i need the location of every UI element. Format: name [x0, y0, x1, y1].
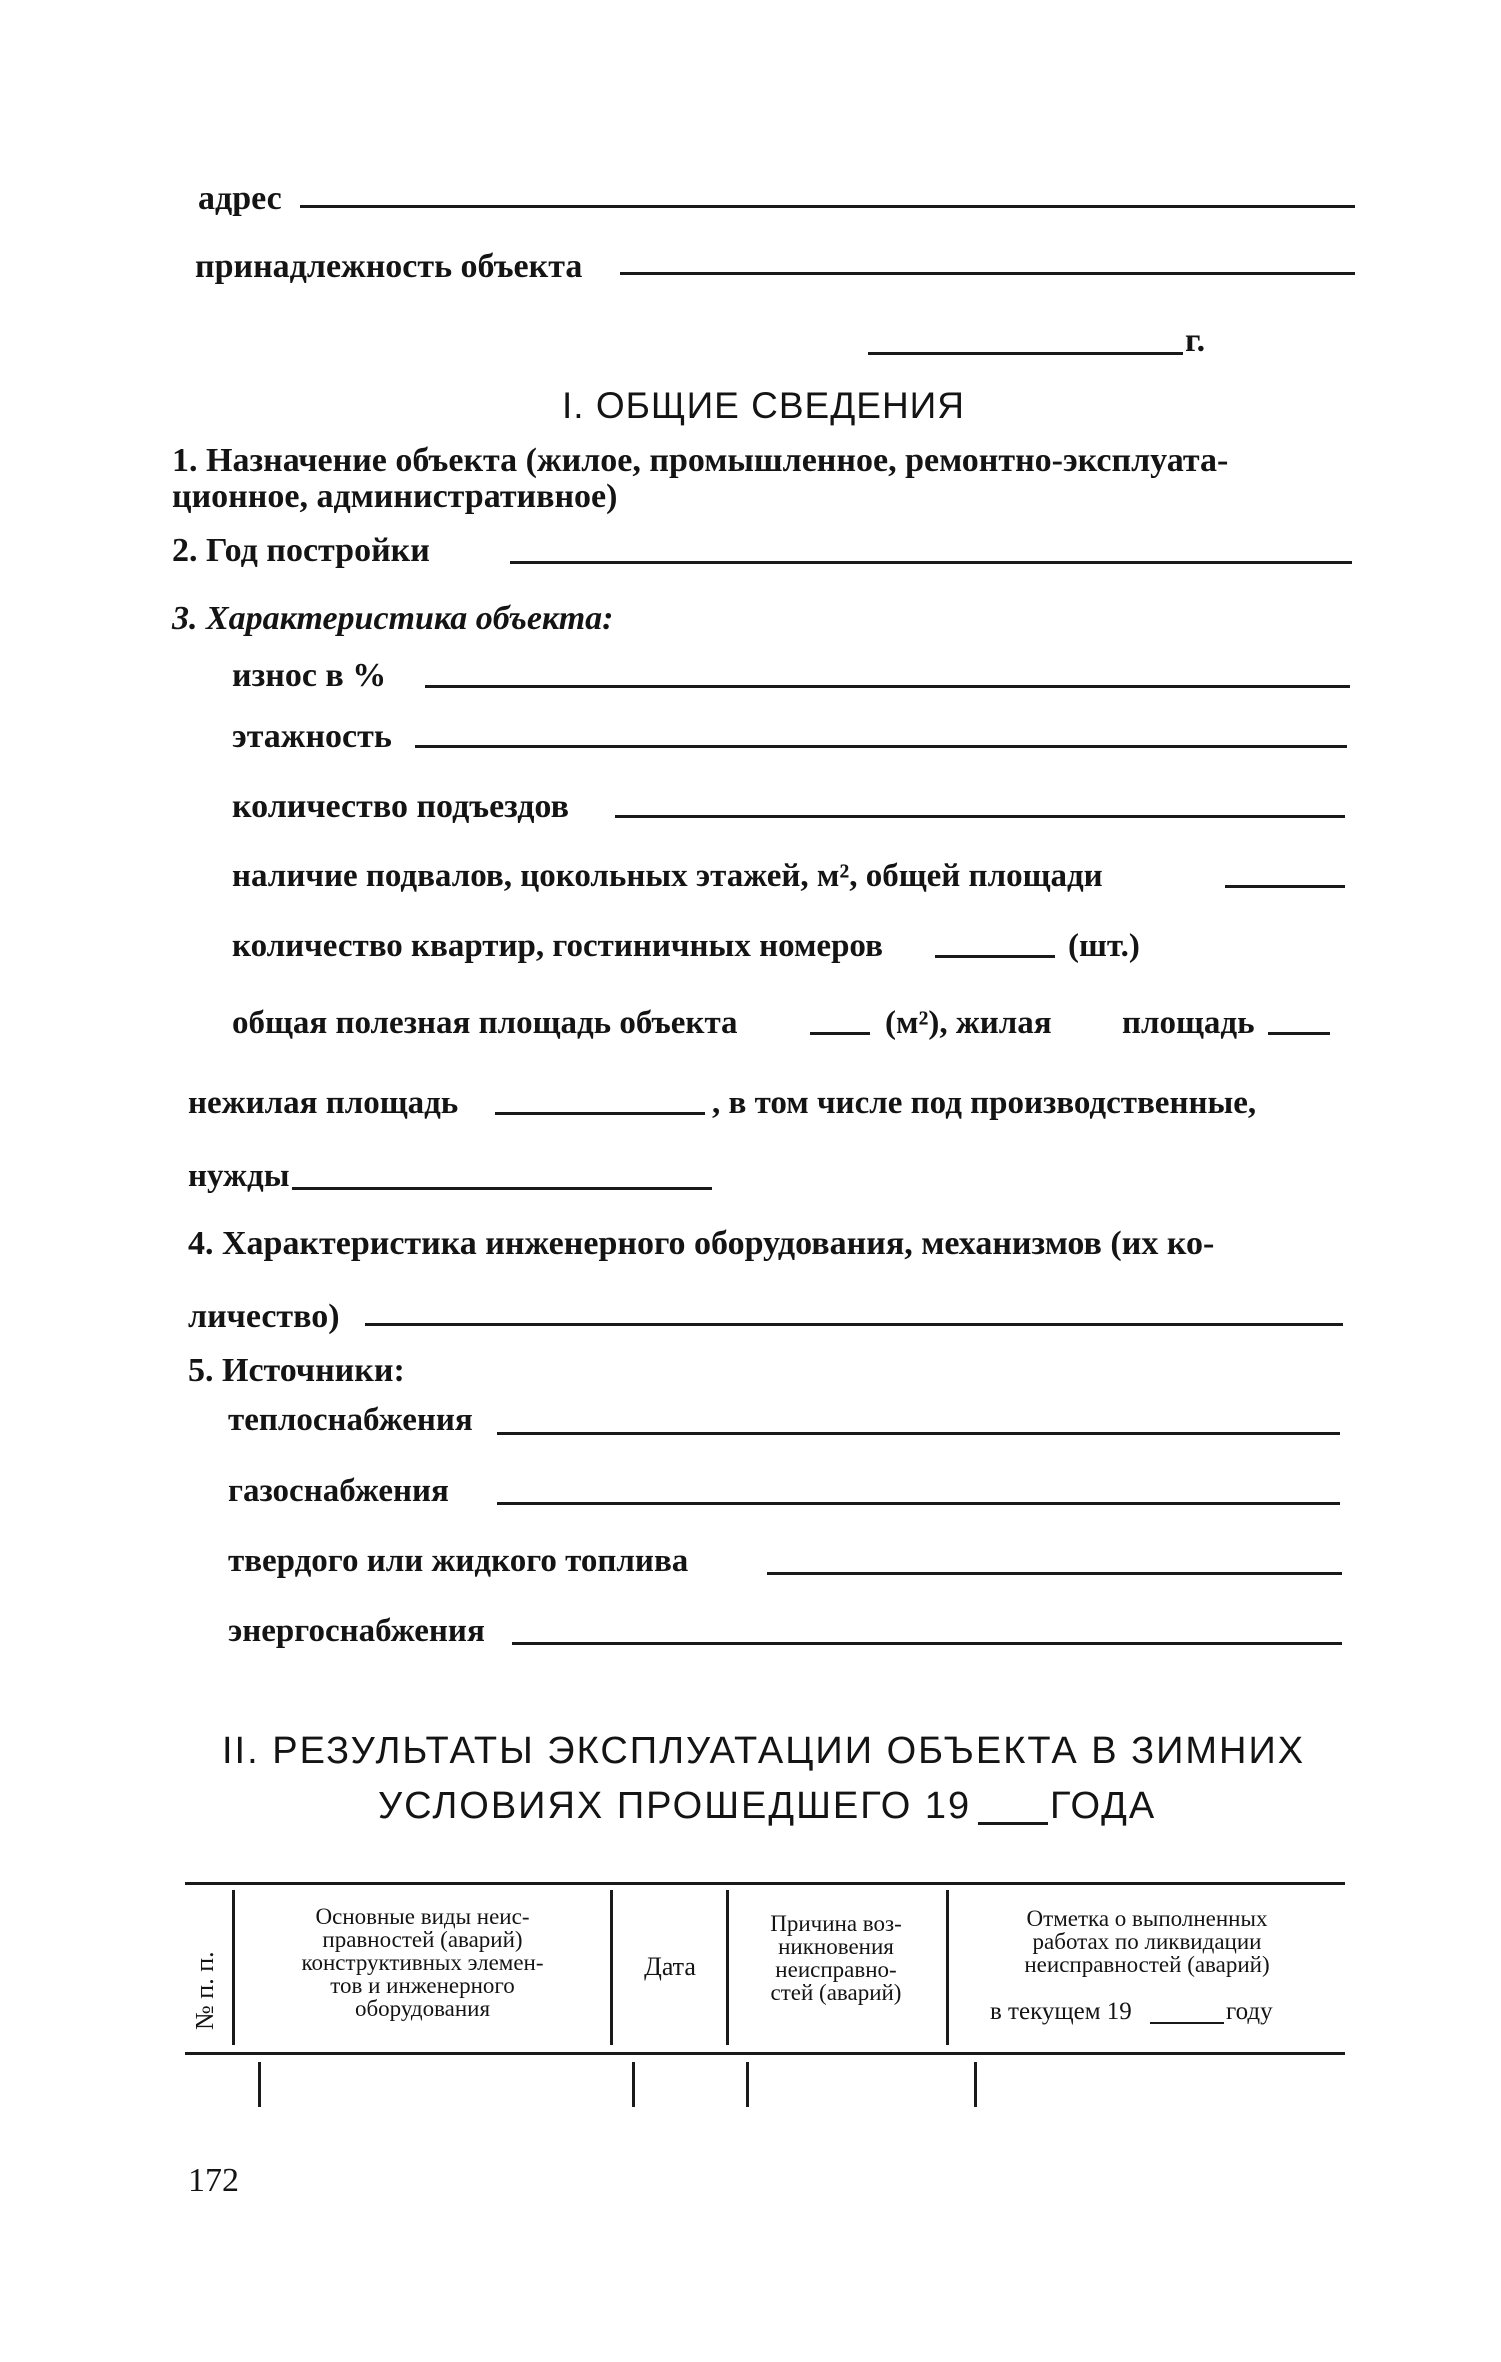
col-cause-line: неисправно-	[775, 1957, 897, 1982]
table-body-divider	[974, 2062, 977, 2107]
col-defects-line: оборудования	[354, 1996, 491, 2021]
table-header-rule	[185, 2052, 1345, 2055]
col-cause-line: Причина воз-	[770, 1911, 902, 1936]
fuel-label: твердого или жидкого топлива	[228, 1543, 689, 1579]
col-defects-line: конструктивных элемен-	[301, 1950, 544, 1975]
useful-area-field-line	[810, 1032, 870, 1035]
col-defects-line: правностей (аварий)	[322, 1927, 523, 1952]
entrances-label: количество подъездов	[232, 788, 569, 825]
item1-line1: 1. Назначение объекта (жилое, промышленное, ремонтно-эксплуата-	[172, 442, 1229, 479]
energy-field-line	[512, 1642, 1342, 1645]
gas-label: газоснабжения	[228, 1473, 449, 1509]
living-area-label: площадь	[1122, 1005, 1255, 1041]
address-field-line	[300, 205, 1355, 208]
useful-area-unit: (м²), жилая	[885, 1005, 1052, 1041]
item1-line2: ционное, административное)	[172, 478, 618, 515]
col-cause-header	[730, 1912, 942, 2004]
col-mark-line: неисправностей (аварий)	[1024, 1952, 1270, 1977]
wear-field-line	[425, 685, 1350, 688]
section2-title-line2a: УСЛОВИЯХ ПРОШЕДШЕГО 19	[378, 1785, 972, 1827]
useful-area-label: общая полезная площадь объекта	[232, 1005, 738, 1041]
table-col-divider	[610, 1890, 613, 2045]
heat-field-line	[497, 1432, 1340, 1435]
ownership-field-line	[620, 272, 1355, 275]
apartments-unit: (шт.)	[1068, 928, 1140, 964]
item2-field-line	[510, 561, 1352, 564]
col-mark-year-field-line	[1150, 2022, 1224, 2024]
page-number: 172	[188, 2162, 239, 2199]
col-mark-line: работах по ликвидации	[1032, 1929, 1262, 1954]
basements-label: наличие подвалов, цокольных этажей, м², общей площади	[232, 858, 1103, 894]
item3-label: 3. Характеристика объекта:	[172, 600, 614, 637]
year-suffix: г.	[1185, 322, 1206, 359]
table-body-divider	[746, 2062, 749, 2107]
col-mark-year-a: в текущем 19	[990, 1998, 1132, 2025]
col-defects-line: Основные виды неис-	[315, 1904, 530, 1929]
item5-label: 5. Источники:	[188, 1352, 405, 1389]
table-col-divider	[726, 1890, 729, 2045]
entrances-field-line	[615, 815, 1345, 818]
item4-field-line	[365, 1323, 1343, 1326]
date-field-line	[868, 352, 1183, 355]
fuel-field-line	[767, 1572, 1342, 1575]
table-body-divider	[258, 2062, 261, 2107]
col-num-header: № п. п.	[190, 1951, 219, 2030]
col-defects-line: тов и инженерного	[330, 1973, 515, 1998]
gas-field-line	[497, 1502, 1340, 1505]
needs-field-line	[292, 1187, 712, 1190]
wear-label: износ в %	[232, 657, 387, 694]
section2-year-field-line	[978, 1822, 1048, 1825]
table-col-divider	[232, 1890, 235, 2045]
energy-label: энергоснабжения	[228, 1613, 485, 1649]
section2-title-line1: II. РЕЗУЛЬТАТЫ ЭКСПЛУАТАЦИИ ОБЪЕКТА В ЗИМНИХ	[222, 1730, 1306, 1772]
col-cause-line: стей (аварий)	[770, 1980, 902, 2005]
heat-label: теплоснабжения	[228, 1402, 473, 1438]
table-col-divider	[946, 1890, 949, 2045]
floors-label: этажность	[232, 718, 392, 755]
col-defects-header	[240, 1905, 605, 2020]
needs-label: нужды	[188, 1158, 290, 1194]
production-use-label: , в том числе под производственные,	[712, 1085, 1257, 1121]
floors-field-line	[415, 745, 1347, 748]
item4-line1: 4. Характеристика инженерного оборудования, механизмов (их ко-	[188, 1225, 1215, 1262]
nonliving-area-label: нежилая площадь	[188, 1085, 459, 1121]
apartments-field-line	[935, 955, 1055, 958]
section2-title-line2b: ГОДА	[1050, 1785, 1157, 1827]
basements-field-line	[1225, 885, 1345, 888]
table-body-divider	[632, 2062, 635, 2107]
col-mark-year-b: году	[1226, 1998, 1273, 2025]
col-date-header: Дата	[644, 1952, 696, 1981]
apartments-label: количество квартир, гостиничных номеров	[232, 928, 883, 964]
table-top-rule	[185, 1882, 1345, 1885]
living-area-field-line	[1268, 1032, 1330, 1035]
col-cause-line: никновения	[778, 1934, 894, 1959]
nonliving-area-field-line	[495, 1112, 705, 1115]
item4-line2: личество)	[188, 1298, 340, 1335]
address-label: адрес	[198, 180, 282, 217]
ownership-label: принадлежность объекта	[195, 248, 583, 285]
col-mark-header	[952, 1907, 1342, 1976]
section1-title: I. ОБЩИЕ СВЕДЕНИЯ	[562, 385, 965, 426]
col-mark-line: Отметка о выполненных	[1026, 1906, 1268, 1931]
item2-label: 2. Год постройки	[172, 532, 430, 569]
